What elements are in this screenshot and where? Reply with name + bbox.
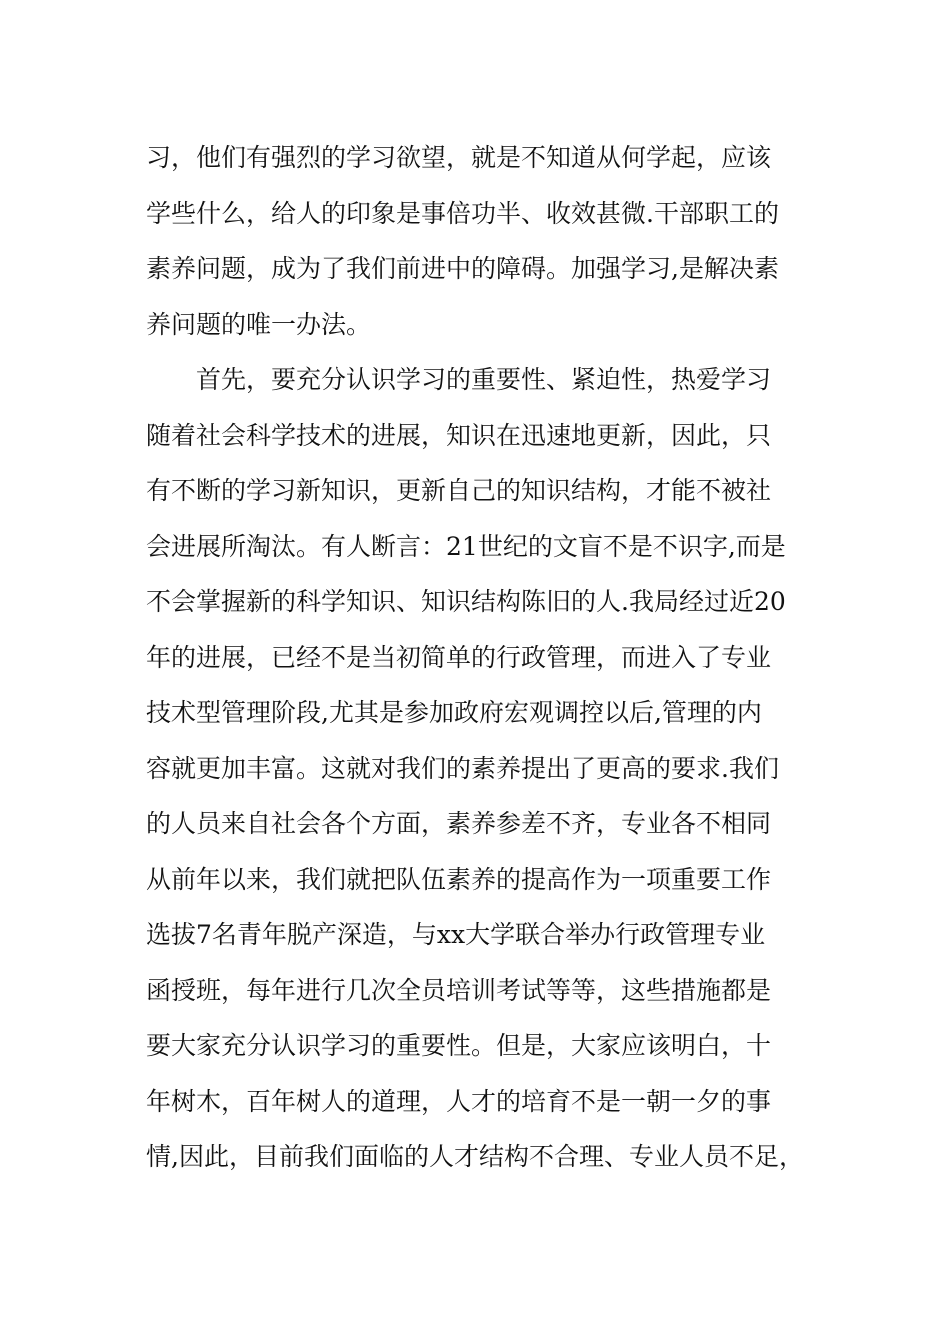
text-line: 随着社会科学技术的进展，知识在迅速地更新，因此，只 xyxy=(146,420,772,450)
text-line: 不会掌握新的科学知识、知识结构陈旧的人.我局经过近20 xyxy=(146,587,786,616)
paragraph-start-line: 首先，要充分认识学习的重要性、紧迫性，热爱学习 xyxy=(146,365,772,394)
text-line: 的人员来自社会各个方面，素养参差不齐，专业各不相同 xyxy=(146,809,772,838)
text-line: 技术型管理阶段,尤其是参加政府宏观调控以后,管理的内 xyxy=(146,698,762,727)
text-line: 习，他们有强烈的学习欲望，就是不知道从何学起，应该 xyxy=(146,143,772,172)
text-line: 要大家充分认识学习的重要性。但是，大家应该明白，十 xyxy=(146,1031,772,1060)
text-line: 学些什么，给人的印象是事倍功半、收效甚微.干部职工的 xyxy=(146,198,779,228)
text-line: 容就更加丰富。这就对我们的素养提出了更高的要求.我们 xyxy=(146,753,779,783)
text-line: 从前年以来，我们就把队伍素养的提高作为一项重要工作 xyxy=(146,864,772,894)
text-line: 有不断的学习新知识，更新自己的知识结构，才能不被社 xyxy=(146,476,772,505)
text-line: 素养问题，成为了我们前进中的障碍。加强学习,是解决素 xyxy=(146,254,779,283)
text-line: 年树木，百年树人的道理，人才的培育不是一朝一夕的事 xyxy=(146,1086,772,1116)
text-line: 情,因此，目前我们面临的人才结构不合理、专业人员不足， xyxy=(146,1142,804,1171)
body-text xyxy=(146,130,808,1185)
text-line: 会进展所淘汰。有人断言：21世纪的文盲不是不识字,而是 xyxy=(146,531,786,561)
text-line: 选拔7名青年脱产深造，与xx大学联合举办行政管理专业 xyxy=(146,920,766,949)
text-line: 养问题的唯一办法。 xyxy=(146,309,372,339)
text-line: 函授班，每年进行几次全员培训考试等等，这些措施都是 xyxy=(146,975,772,1005)
text-line: 年的进展，已经不是当初简单的行政管理，而进入了专业 xyxy=(146,642,772,672)
